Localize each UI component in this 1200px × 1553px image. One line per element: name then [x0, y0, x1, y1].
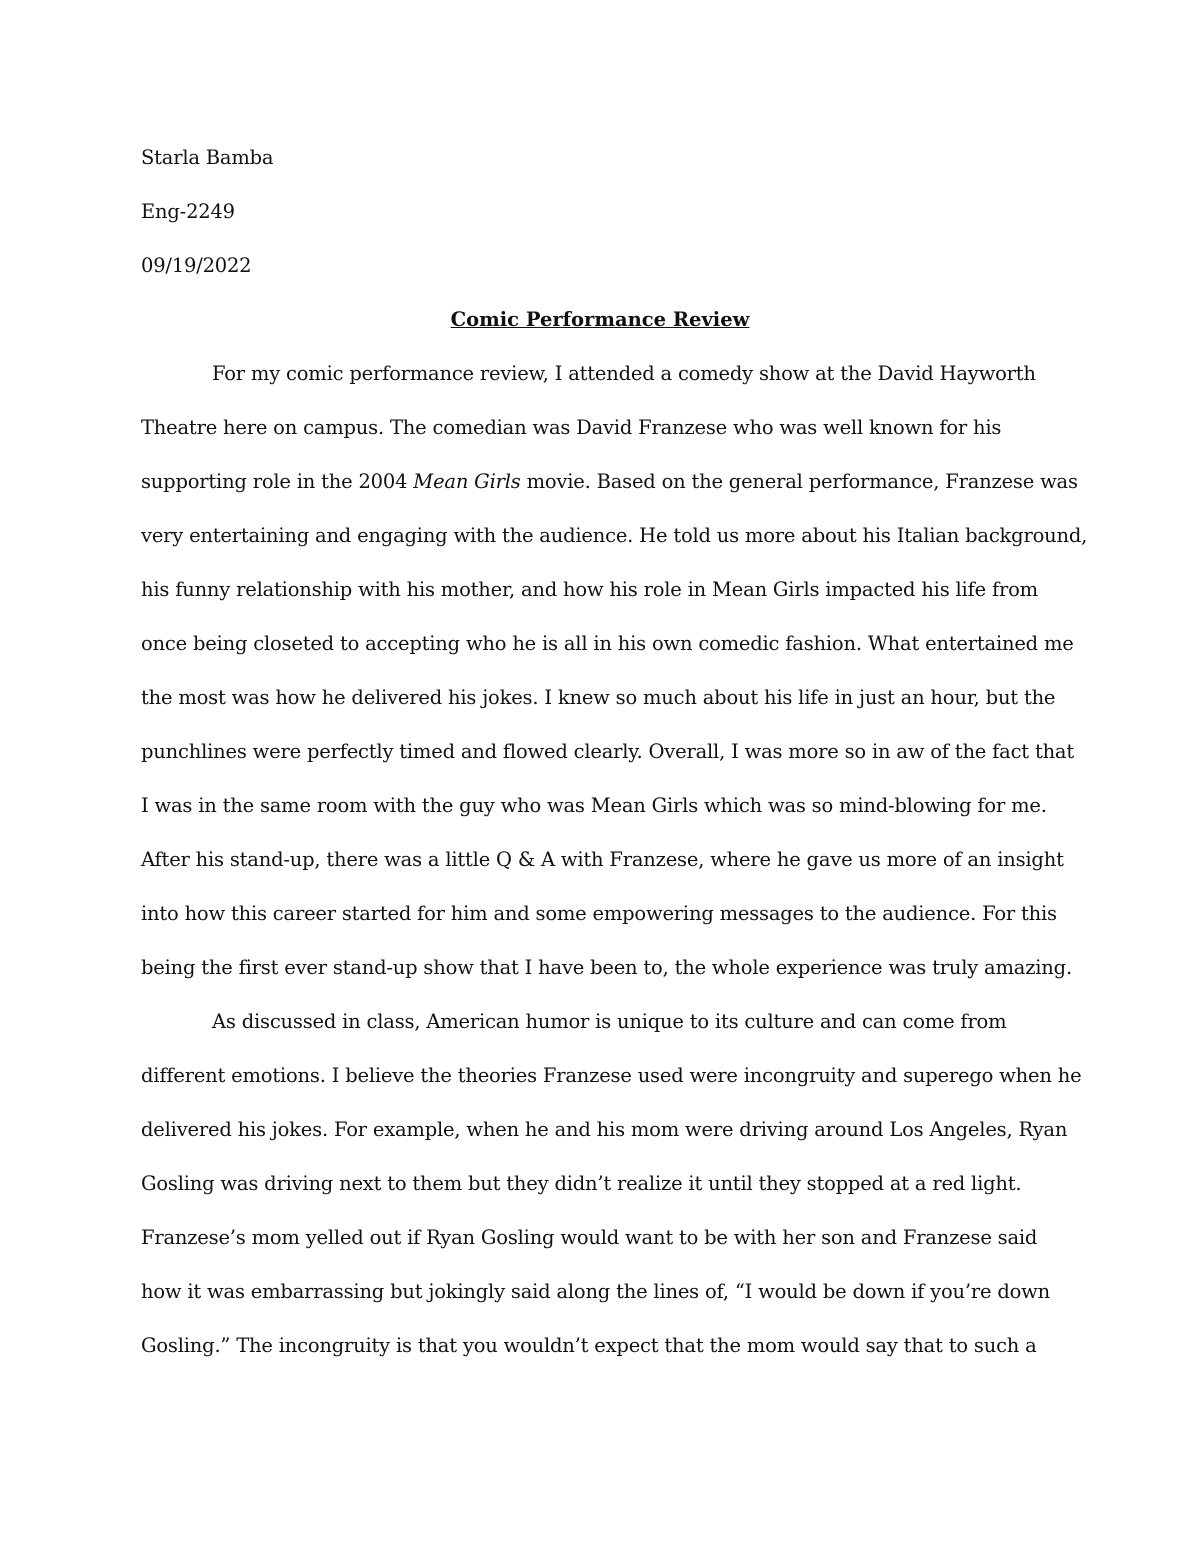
course-code: Eng-2249 [141, 200, 235, 223]
paragraph-line: I was in the same room with the guy who was Mean Girls which was so mind-blowing for me. [141, 794, 1047, 817]
paragraph-line: As discussed in class, American humor is unique to its culture and can come from [212, 1010, 1007, 1033]
paragraph-line [141, 470, 1078, 494]
paragraph-line: Gosling was driving next to them but they didn’t realize it until they stopped at a red light. [141, 1172, 1022, 1195]
paragraph-line: After his stand-up, there was a little Q & A with Franzese, where he gave us more of an insight [141, 848, 1064, 871]
document-title: Comic Performance Review [450, 308, 750, 331]
paragraph-line: delivered his jokes. For example, when he and his mom were driving around Los Angeles, Ryan [141, 1118, 1068, 1141]
paragraph-line: For my comic performance review, I attended a comedy show at the David Hayworth [212, 362, 1036, 385]
paragraph-line: his funny relationship with his mother, and how his role in Mean Girls impacted his life from [141, 578, 1038, 601]
text-run: supporting role in the 2004 [141, 470, 414, 493]
paragraph-line: very entertaining and engaging with the audience. He told us more about his Italian background, [141, 524, 1088, 547]
paragraph-line: how it was embarrassing but jokingly said along the lines of, “I would be down if you’re down [141, 1280, 1051, 1303]
paragraph-line: Franzese’s mom yelled out if Ryan Gosling would want to be with her son and Franzese said [141, 1226, 1038, 1249]
paragraph-line: once being closeted to accepting who he is all in his own comedic fashion. What entertained me [141, 632, 1074, 655]
paragraph-line: being the first ever stand-up show that I have been to, the whole experience was truly amazing. [141, 956, 1072, 979]
author-name: Starla Bamba [141, 146, 274, 169]
paragraph-line: Gosling.” The incongruity is that you wouldn’t expect that the mom would say that to such a [141, 1334, 1037, 1357]
paragraph-line: into how this career started for him and some empowering messages to the audience. For this [141, 902, 1057, 925]
paragraph-line: different emotions. I believe the theories Franzese used were incongruity and superego when he [141, 1064, 1082, 1087]
paragraph-line: Theatre here on campus. The comedian was David Franzese who was well known for his [141, 416, 1002, 439]
film-title: Mean Girls [413, 470, 521, 493]
paragraph-line: punchlines were perfectly timed and flowed clearly. Overall, I was more so in aw of the fact that [141, 740, 1074, 763]
paragraph-line: the most was how he delivered his jokes. I knew so much about his life in just an hour, but the [141, 686, 1056, 709]
text-run: movie. Based on the general performance, Franzese was [520, 470, 1078, 493]
document-date: 09/19/2022 [141, 254, 252, 277]
